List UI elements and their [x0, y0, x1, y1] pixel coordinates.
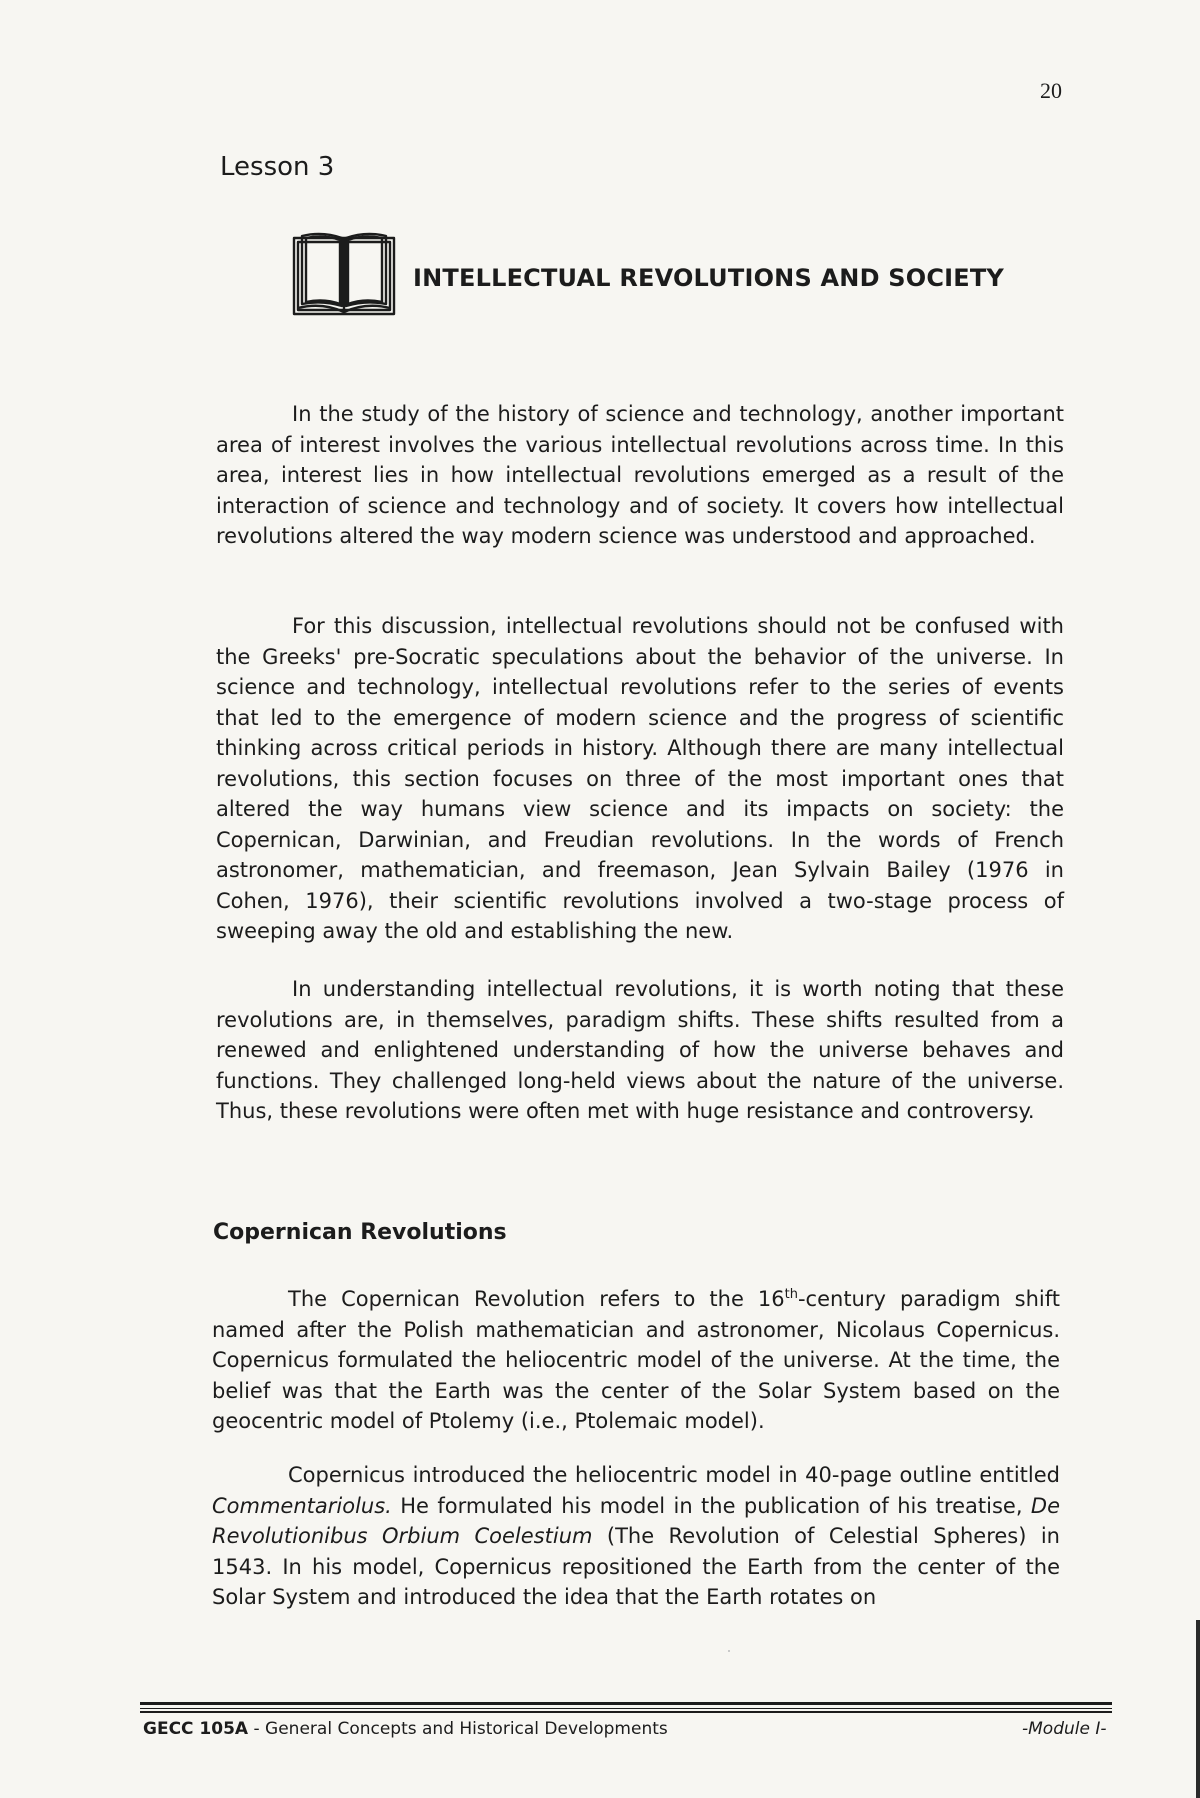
paragraph-text: (The Revolution of Celestial Spheres) in 1543. In his model, Copernicus repositioned the Earth from the center of the Solar System and introduced the idea that the Earth rotates on: [212, 1524, 1060, 1609]
course-title: General Concepts and Historical Developments: [265, 1719, 668, 1739]
paragraph-heliocentric-model: [212, 1460, 1060, 1613]
paragraph-text: He formulated his model in the publication of his treatise,: [391, 1493, 1031, 1518]
section-heading: Copernican Revolutions: [213, 1220, 507, 1245]
scan-speck: [728, 1650, 730, 1652]
page-number: 20: [1040, 78, 1062, 103]
work-title: Commentariolus.: [212, 1493, 392, 1518]
footer-course: [143, 1719, 668, 1739]
footer-rule: [140, 1702, 1112, 1705]
footer-module: -Module I-: [1022, 1719, 1107, 1739]
footer-separator: -: [248, 1719, 266, 1739]
work-title: De Revolutionibus Orbium Coelestium: [212, 1493, 1060, 1548]
paragraph-definition: For this discussion, intellectual revolutions should not be confused with the Greeks' pre-Socratic speculations about the behavior of the universe. In science and technology, intellectual revolutions refer to the series of events that led to the emergence of modern science and the progress of scientific thinking across critical periods in history. Although there are many intellectual revolutions, this section focuses on three of the most important ones that altered the way humans view science and its impacts on society: the Copernican, Darwinian, and Freudian revolutions. In the words of French astronomer, mathematician, and freemason, Jean Sylvain Bailey (1976 in Cohen, 1976), their scientific revolutions involved a two-stage process of sweeping away the old and establishing the new.: [216, 614, 1064, 943]
paragraph-text: The Copernican Revolution refers to the 16: [288, 1287, 785, 1311]
ordinal-superscript: th: [784, 1287, 798, 1302]
paragraph-copernican-revolution: [212, 1280, 1060, 1437]
open-book-icon: [292, 230, 398, 318]
page-edge-shadow: [1196, 1620, 1200, 1798]
lesson-title: INTELLECTUAL REVOLUTIONS AND SOCIETY: [413, 264, 1005, 292]
course-code: GECC 105A: [143, 1719, 249, 1739]
lesson-label: Lesson 3: [220, 152, 335, 182]
paragraph-paradigm-shifts: In understanding intellectual revolutions, it is worth noting that these revolutions are, in themselves, paradigm shifts. These shifts resulted from a renewed and enlightened understanding of how the universe behaves and functions. They challenged long-held views about the nature of the universe. Thus, these revolutions were often met with huge resistance and controversy.: [216, 977, 1064, 1123]
paragraph-text: -century paradigm shift named after the Polish mathematician and astronomer, Nicolaus Copernicus. Copernicus formulated the heliocentric model of the universe. At the time, the belief was that the Earth was the center of the Solar System based on the geocentric model of Ptolemy (i.e., Ptolemaic model).: [212, 1287, 1060, 1433]
paragraph-text: Copernicus introduced the heliocentric model in 40-page outline entitled: [288, 1463, 1060, 1487]
paragraph-intro: In the study of the history of science and technology, another important area of interest involves the various intellectual revolutions across time. In this area, interest lies in how intellectual revolutions emerged as a result of the interaction of science and technology and of society. It covers how intellectual revolutions altered the way modern science was understood and approached.: [216, 402, 1064, 548]
footer-rule: [140, 1711, 1112, 1713]
footer-rule: [140, 1708, 1112, 1709]
